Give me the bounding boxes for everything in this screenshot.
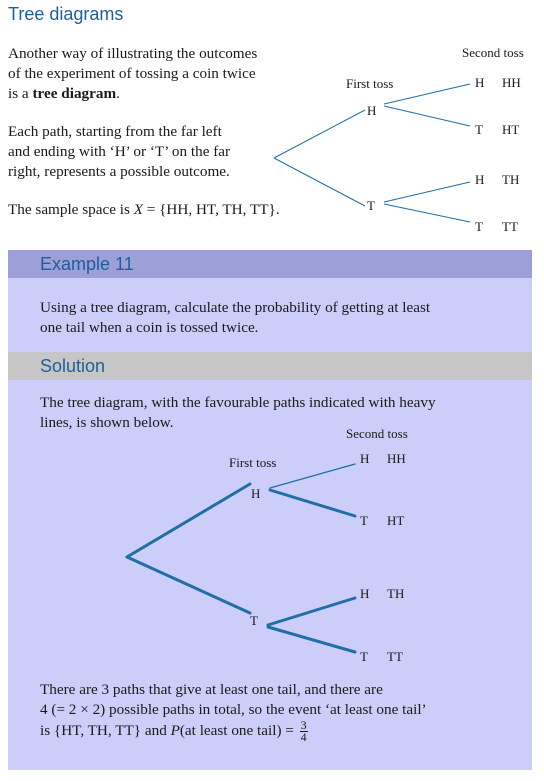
sample-space-text: The sample space is: [8, 201, 134, 218]
tree1-outcome-hh: HH: [502, 75, 521, 90]
tree2-branch-first-t: [127, 557, 250, 613]
tree2-branch-tt: [268, 627, 355, 652]
tree2-branch-th: [268, 598, 355, 625]
sample-space-set: = {HH, HT, TH, TT}.: [142, 201, 280, 218]
tree1-node-second-t: T: [475, 219, 483, 234]
intro-text: .: [116, 85, 120, 102]
tree1-outcome-tt: TT: [502, 219, 518, 234]
tree1-first-toss-label: First toss: [346, 76, 394, 91]
tree2-node-second-t: T: [360, 649, 368, 664]
tree2-node-first-t: T: [250, 613, 258, 628]
question-line: Using a tree diagram, calculate the probability of getting at least: [40, 299, 431, 316]
tree1-node-second-h: H: [475, 75, 485, 90]
tree2-branch-first-h: [127, 484, 250, 557]
intro-line: Another way of illustrating the outcomes: [8, 45, 258, 62]
tree2-outcome-hh: HH: [387, 451, 406, 466]
solution-title: Solution: [8, 352, 532, 380]
tree2-node-second-h: H: [360, 586, 370, 601]
intro-line: and ending with ‘H’ or ‘T’ on the far: [8, 143, 231, 160]
tree1-outcome-ht: HT: [502, 122, 520, 137]
tree-diagram-term: tree diagram: [32, 85, 117, 102]
tree1-node-first-t: T: [367, 198, 375, 213]
conclusion-line: There are 3 paths that give at least one tail, and there are: [40, 681, 383, 698]
solution-conclusion: [40, 680, 530, 743]
conclusion-text: is {HT, TH, TT} and: [40, 721, 171, 739]
fraction-numerator: 3: [300, 718, 307, 732]
probability-symbol: P: [170, 721, 180, 739]
tree1-node-second-t: T: [475, 122, 483, 137]
tree2-second-toss-label: Second toss: [346, 426, 408, 441]
tree2-node-second-h: H: [360, 451, 370, 466]
conclusion-line: [40, 720, 530, 743]
tree2-outcome-ht: HT: [387, 513, 405, 528]
tree2-node-second-t: T: [360, 513, 368, 528]
example-title: Example 11: [8, 250, 532, 278]
solution-line: The tree diagram, with the favourable paths indicated with heavy: [40, 394, 436, 411]
intro-line: of the experiment of tossing a coin twice: [8, 65, 256, 82]
tree2-first-toss-label: First toss: [229, 455, 277, 470]
sample-space-variable: X: [133, 201, 143, 218]
question-line: one tail when a coin is tossed twice.: [40, 319, 259, 336]
probability-fraction: [300, 720, 308, 743]
tree1-node-first-h: H: [367, 103, 377, 118]
intro-text: is a: [8, 85, 33, 102]
fraction-denominator: 4: [300, 730, 307, 744]
intro-line: right, represents a possible outcome.: [8, 163, 230, 180]
tree1-outcome-th: TH: [502, 172, 520, 187]
intro-line: Each path, starting from the far left: [8, 123, 222, 140]
section-title: Tree diagrams: [8, 4, 124, 24]
conclusion-line: 4 (= 2 × 2) possible paths in total, so the event ‘at least one tail’: [40, 701, 427, 718]
conclusion-text: (at least one tail) =: [179, 721, 298, 739]
tree2-branch-hh: [270, 464, 355, 488]
tree1-node-second-h: H: [475, 172, 485, 187]
tree2-outcome-th: TH: [387, 586, 405, 601]
tree2-outcome-tt: TT: [387, 649, 403, 664]
tree2-node-first-h: H: [251, 486, 261, 501]
solution-line: lines, is shown below.: [40, 414, 174, 431]
tree2-branches: [127, 464, 355, 652]
tree1-second-toss-label: Second toss: [462, 45, 524, 60]
tree2-branch-ht: [270, 490, 355, 516]
